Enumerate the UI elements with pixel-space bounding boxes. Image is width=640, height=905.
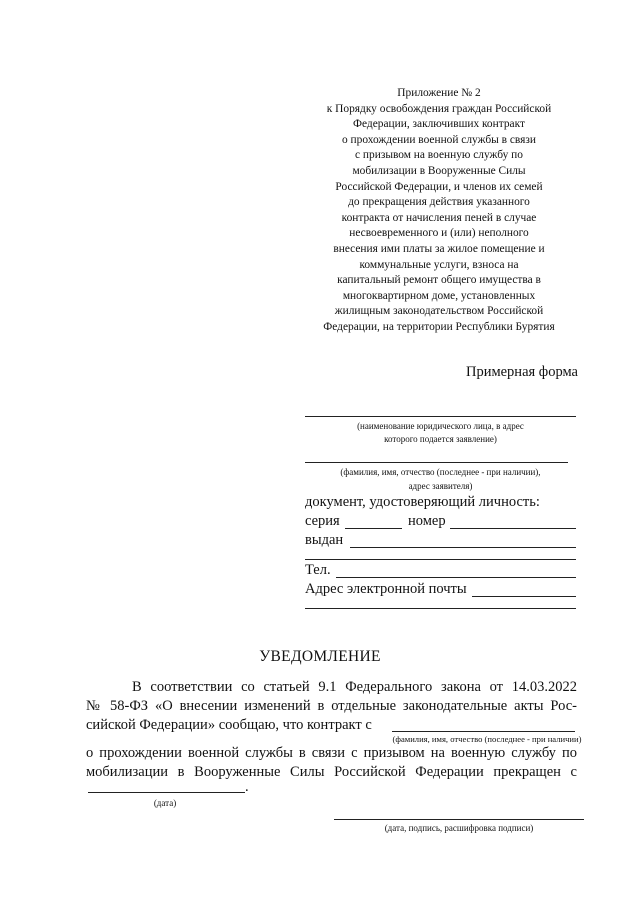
number-field[interactable] xyxy=(450,528,576,529)
org-name-line[interactable] xyxy=(305,416,576,417)
date-period: . xyxy=(245,779,249,795)
appendix-line: контракта от начисления пеней в случае xyxy=(341,211,537,224)
number-label: номер xyxy=(408,513,446,529)
termination-date-field[interactable] xyxy=(88,792,245,793)
body-line-5: мобилизации в Вооруженные Силы Российской Федерации прекращен с xyxy=(86,764,577,780)
applicant-name-line[interactable] xyxy=(305,462,568,463)
email-field-continued[interactable] xyxy=(305,608,576,609)
applicant-hint-2: адрес заявителя) xyxy=(408,481,473,491)
issued-field[interactable] xyxy=(350,547,576,548)
appendix-line: Федерации, на территории Республики Бурятия xyxy=(323,320,555,333)
notice-title: УВЕДОМЛЕНИЕ xyxy=(259,648,381,665)
body-line-4: о прохождении военной службы в связи с призывом на военную службу по xyxy=(86,745,577,761)
appendix-line: Российской Федерации, и членов их семей xyxy=(335,180,543,193)
appendix-line: Приложение № 2 xyxy=(397,87,481,99)
appendix-line: о прохождении военной службы в связи xyxy=(342,133,536,146)
appendix-line: жилищным законодательством Российской xyxy=(334,305,544,318)
applicant-hint-1: (фамилия, имя, отчество (последнее - при наличии), xyxy=(340,467,541,477)
issued-field-continued[interactable] xyxy=(305,559,576,560)
appendix-header xyxy=(300,86,578,336)
body-line-1: В соответствии со статьей 9.1 Федерального закона от 14.03.2022 xyxy=(132,679,577,695)
series-field[interactable] xyxy=(345,528,402,529)
appendix-line: коммунальные услуги, взноса на xyxy=(359,258,519,271)
phone-label: Тел. xyxy=(305,562,331,578)
signature-hint: (дата, подпись, расшифровка подписи) xyxy=(384,823,534,833)
appendix-line: внесения ими платы за жилое помещение и xyxy=(333,242,545,255)
phone-field[interactable] xyxy=(336,577,576,578)
fio-hint: (фамилия, имя, отчество (последнее - при наличии) xyxy=(392,734,582,744)
appendix-line: капитальный ремонт общего имущества в xyxy=(337,274,541,287)
contract-person-field[interactable] xyxy=(392,731,575,732)
org-hint-2: которого подается заявление) xyxy=(384,434,497,444)
issued-label: выдан xyxy=(305,532,344,548)
id-document-label: документ, удостоверяющий личность: xyxy=(305,494,540,510)
email-field[interactable] xyxy=(472,596,576,597)
appendix-line: мобилизации в Вооруженные Силы xyxy=(352,164,526,177)
signature-field[interactable] xyxy=(334,819,584,820)
appendix-line: до прекращения действия указанного xyxy=(348,196,530,209)
appendix-line: Федерации, заключивших контракт xyxy=(353,118,525,131)
appendix-line: многоквартирном доме, установленных xyxy=(342,289,536,302)
body-line-2: № 58-ФЗ «О внесении изменений в отдельные законодательные акты Рос- xyxy=(86,698,577,714)
body-line-3: сийской Федерации» сообщаю, что контракт с xyxy=(86,717,372,733)
appendix-line: несвоевременного и (или) неполного xyxy=(349,227,529,240)
appendix-line: к Порядку освобождения граждан Российской xyxy=(326,102,552,115)
email-label: Адрес электронной почты xyxy=(305,581,467,597)
date-hint: (дата) xyxy=(153,798,177,808)
form-type-label: Примерная форма xyxy=(465,364,578,380)
series-label: серия xyxy=(305,513,340,529)
appendix-line: с призывом на военную службу по xyxy=(355,149,523,162)
org-hint-1: (наименование юридического лица, в адрес xyxy=(357,421,524,431)
